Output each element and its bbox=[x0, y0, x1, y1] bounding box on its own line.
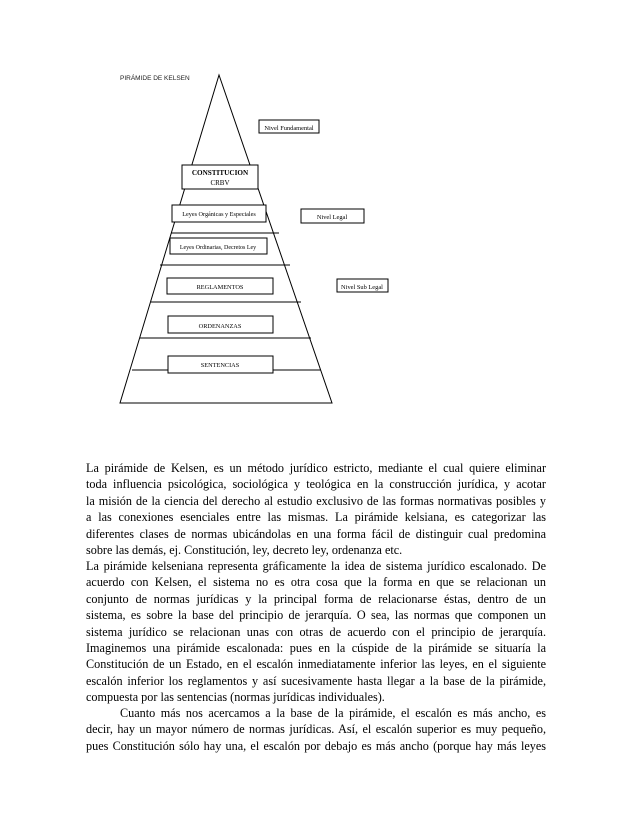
level-label: Nivel Legal bbox=[316, 214, 348, 221]
tier-label: REGLAMENTOS bbox=[196, 284, 244, 291]
tier-ordenanzas bbox=[168, 316, 273, 333]
tier-label: ORDENANZAS bbox=[198, 323, 242, 330]
tier-leyes-ordinarias bbox=[170, 238, 267, 254]
level-sub-legal bbox=[337, 279, 388, 292]
paragraph-escalonado bbox=[86, 558, 546, 706]
text-line: a las conexiones esenciales entre las mismas. La pirámide kelsiana, es categorizar las bbox=[86, 510, 546, 525]
level-legal bbox=[301, 209, 364, 223]
tier-label: SENTENCIAS bbox=[200, 362, 240, 369]
tier-leyes-organicas bbox=[172, 205, 266, 222]
text-line: pues Constitución sólo hay una, el escalón por debajo es más ancho (porque hay más leyes bbox=[86, 738, 546, 753]
tier-label: Leyes Orgánicas y Especiales bbox=[182, 211, 256, 218]
diagram-title: PIRÁMIDE DE KELSEN bbox=[120, 75, 190, 82]
level-label: Nivel Fundamental bbox=[264, 125, 314, 132]
text-line: toda influencia psicológica, sociológica y teológica en la construcción jurídica, y acotar bbox=[86, 477, 546, 492]
text-line: la misión de la ciencia del derecho al estudio exclusivo de las formas normativas posibles y bbox=[86, 493, 546, 508]
paragraph-base-piramide bbox=[86, 705, 546, 754]
text-line: Cuanto más nos acercamos a la base de la pirámide, el escalón es más ancho, es bbox=[120, 706, 546, 720]
text-line: La pirámide kelseniana representa gráficamente la idea de sistema jurídico escalonado. De bbox=[86, 559, 546, 573]
text-line: diferentes clases de normas ubicándolas en una forma fácil de distinguir cual predomina bbox=[86, 526, 546, 541]
level-label: Nivel Sub Legal bbox=[341, 284, 383, 291]
text-line: Constitución de un Estado, en el escalón inmediatamente inferior las leyes, en el siguiente bbox=[86, 657, 546, 672]
text-line: sistema jurídico se relacionan unas con otras de acuerdo con el principio de jerarquía. bbox=[86, 624, 546, 639]
text-line: decir, hay un mayor número de normas jurídicas. Así, el escalón superior es muy pequeño, bbox=[86, 722, 546, 737]
tier-sublabel: CRBV bbox=[210, 179, 230, 187]
text-line: acuerdo con Kelsen, el sistema no es otra cosa que la forma en que se relacionan un bbox=[86, 575, 546, 590]
text-line: compuesta por las sentencias (normas jurídicas individuales). bbox=[86, 690, 385, 705]
tier-reglamentos bbox=[167, 278, 273, 294]
tier-constitucion bbox=[182, 165, 258, 189]
text-line: escalón inferior los reglamentos y así sucesivamente hasta llegar a la base de la pirámide, bbox=[86, 673, 546, 688]
text-line: sobre las demás, ej. Constitución, ley, decreto ley, ordenanza etc. bbox=[86, 543, 403, 558]
tier-label: Leyes Ordinarias, Decretos Ley bbox=[179, 245, 257, 251]
text-line: La pirámide de Kelsen, es un método jurídico estricto, mediante el cual quiere eliminar bbox=[86, 461, 546, 475]
tier-label: CONSTITUCION bbox=[191, 169, 249, 177]
text-line: conjunto de normas jurídicas y la principal forma de relacionarse éstas, dentro de un bbox=[86, 591, 546, 606]
tier-sentencias bbox=[168, 356, 273, 373]
level-fundamental bbox=[259, 120, 319, 133]
paragraph-kelsen-definition bbox=[86, 460, 546, 558]
text-line: sistema, es sobre la base del principio de jerarquía. O sea, las normas que componen un bbox=[86, 608, 546, 623]
text-line: Imaginemos una pirámide escalonada: pues en la cúspide de la pirámide se situaría la bbox=[86, 641, 546, 656]
